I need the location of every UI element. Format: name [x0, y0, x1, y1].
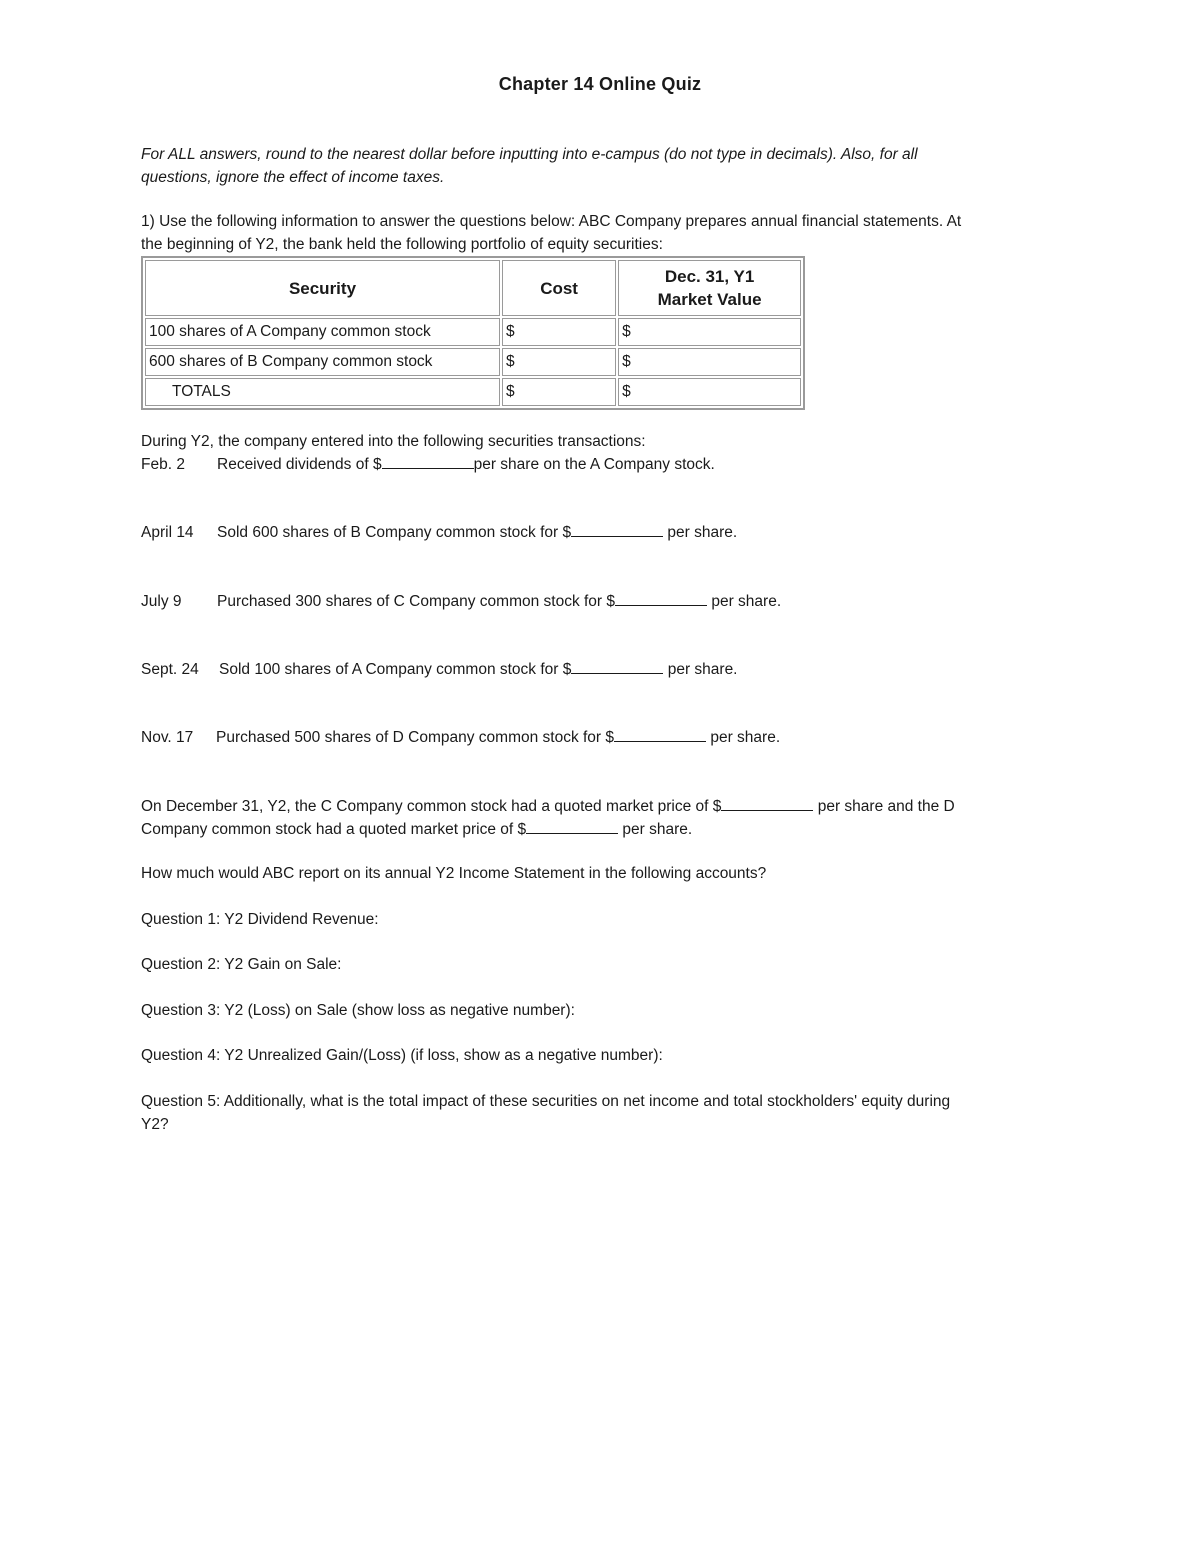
question-5-line-1: Question 5: Additionally, what is the total impact of these securities on net income and total stockholders' equity during	[141, 1093, 951, 1110]
dec-31-text: Company common stock had a quoted market price of $	[141, 821, 527, 838]
question-4: Question 4: Y2 Unrealized Gain/(Loss) (if loss, show as a negative number):	[141, 1047, 663, 1064]
transaction-sept-24	[141, 658, 738, 681]
answer-blank	[571, 522, 663, 537]
security-cell: 100 shares of A Company common stock	[145, 318, 500, 346]
transaction-text: Sold 600 shares of B Company common stock for $	[217, 524, 572, 541]
how-much-prompt: How much would ABC report on its annual Y2 Income Statement in the following accounts?	[141, 865, 767, 882]
header-market-value-line-1: Dec. 31, Y1	[664, 267, 755, 286]
totals-label: TOTALS	[145, 378, 500, 406]
question-3: Question 3: Y2 (Loss) on Sale (show loss as negative number):	[141, 1002, 575, 1019]
header-market-value	[618, 260, 801, 316]
question-2: Question 2: Y2 Gain on Sale:	[141, 956, 342, 973]
cost-cell: $	[502, 378, 616, 406]
question-1: Question 1: Y2 Dividend Revenue:	[141, 911, 379, 928]
transaction-text-after: per share.	[667, 661, 738, 678]
dec-31-text-after: per share.	[622, 821, 693, 838]
transaction-date: April 14	[141, 524, 194, 541]
transaction-nov-17	[141, 726, 780, 749]
portfolio-table	[141, 256, 805, 410]
question-5-line-2: Y2?	[141, 1116, 169, 1133]
table-header-row	[145, 260, 801, 316]
transactions-intro: During Y2, the company entered into the following securities transactions:	[141, 433, 646, 450]
question-1-intro-line-2: the beginning of Y2, the bank held the following portfolio of equity securities:	[141, 236, 663, 253]
instructions-line-1: For ALL answers, round to the nearest dollar before inputting into e-campus (do not type in decimals). Also, for all	[141, 146, 918, 163]
transaction-date: Nov. 17	[141, 729, 194, 746]
transaction-text-after: per share.	[667, 524, 738, 541]
header-security: Security	[145, 260, 500, 316]
table-row	[145, 348, 801, 376]
answer-blank	[615, 591, 707, 606]
answer-blank	[571, 659, 663, 674]
transaction-text: Purchased 300 shares of C Company common stock for $	[217, 593, 616, 610]
transaction-text-after: per share.	[710, 729, 781, 746]
market-value-cell: $	[618, 318, 801, 346]
cost-cell: $	[502, 318, 616, 346]
transaction-feb-2	[141, 453, 715, 476]
table-totals-row	[145, 378, 801, 406]
page-title: Chapter 14 Online Quiz	[498, 74, 702, 94]
instructions-line-2: questions, ignore the effect of income taxes.	[141, 169, 445, 186]
transaction-april-14	[141, 521, 737, 544]
table-row	[145, 318, 801, 346]
security-cell: 600 shares of B Company common stock	[145, 348, 500, 376]
header-market-value-line-2: Market Value	[657, 290, 762, 309]
header-cost: Cost	[502, 260, 616, 316]
cost-cell: $	[502, 348, 616, 376]
transaction-date: Sept. 24	[141, 661, 199, 678]
question-1-intro-line-1: 1) Use the following information to answer the questions below: ABC Company prepares annual financial statements. At	[141, 213, 962, 230]
transaction-date: July 9	[141, 593, 182, 610]
transaction-july-9	[141, 590, 781, 613]
dec-31-text: On December 31, Y2, the C Company common stock had a quoted market price of $	[141, 798, 722, 815]
market-value-cell: $	[618, 348, 801, 376]
answer-blank	[721, 796, 813, 811]
dec-31-line-2	[141, 818, 692, 841]
transaction-date: Feb. 2	[141, 456, 185, 473]
dec-31-line-1	[141, 795, 955, 818]
answer-blank	[526, 819, 618, 834]
dec-31-text-after: per share and the D	[817, 798, 955, 815]
transaction-text: Received dividends of $	[217, 456, 382, 473]
answer-blank	[382, 454, 474, 469]
transaction-text-after: per share.	[711, 593, 782, 610]
transaction-text: Purchased 500 shares of D Company common stock for $	[216, 729, 615, 746]
transaction-text-after: per share on the A Company stock.	[473, 456, 715, 473]
market-value-cell: $	[618, 378, 801, 406]
answer-blank	[614, 727, 706, 742]
transaction-text: Sold 100 shares of A Company common stock for $	[219, 661, 572, 678]
